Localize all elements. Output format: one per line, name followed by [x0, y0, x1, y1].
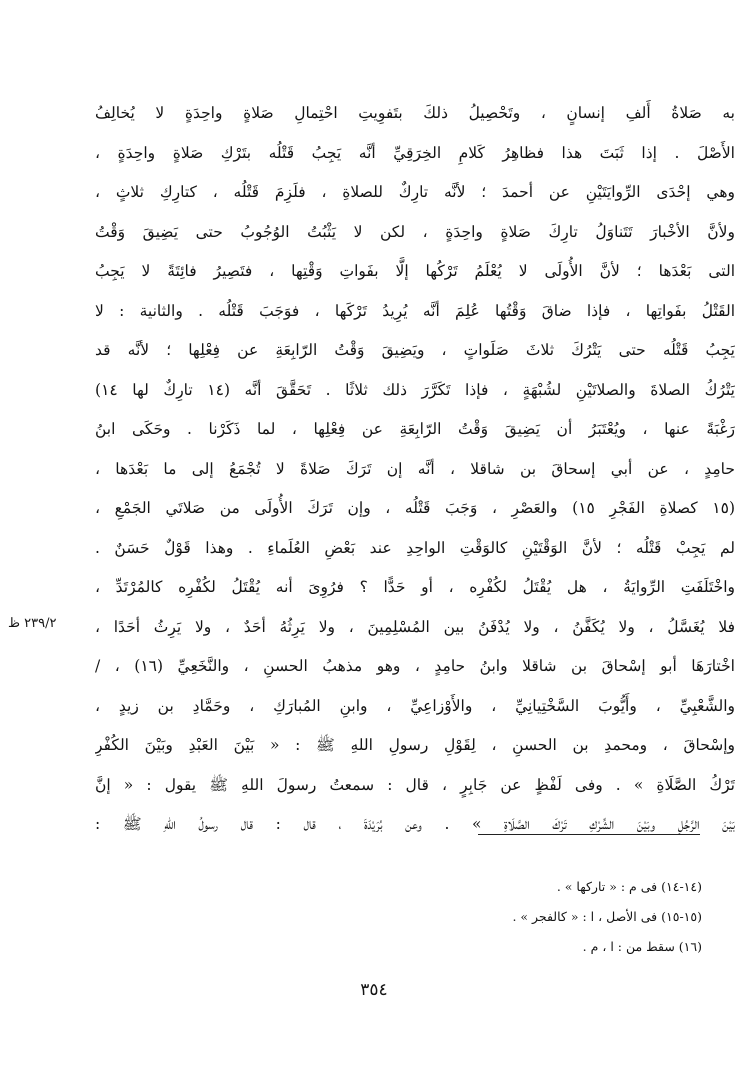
page-number: ٣٥٤ [360, 980, 388, 1000]
text-line: القَتْلُ بفَواتِها ، فإذا ضاقَ وَقْتُها عُلِمَ أنَّه يُرِيدُ تَرْكَها ، فوَجَبَ قَتْلُه . والثانية : لا [95, 301, 735, 320]
text-line: اخْتارَهَا أبو إسْحاقَ بن شاقلا وابنُ حامِدٍ ، وهو مذهبُ الحسنِ ، والنَّخَعِيِّ (١٦) ، / [95, 657, 735, 675]
manuscript-folio-marker: ٢٣٩/٢ ظ [8, 616, 57, 631]
footnote: (١٥-١٥) فى الأصل ، ا : « كالفجر » . [512, 909, 702, 924]
text-line: واخْتَلَفَتِ الرِّوايَةُ ، هل يُقْتَلُ لكُفْرِه ، أو حَدًّا ؟ فرُوِىَ أنه يُقْتَلُ لكُفْرِه كالمُرْتَدِّ ، [95, 578, 735, 596]
text-line: به صَلاةُ أَلفِ إنسانٍ ، وتَحْصِيلُ ذلكَ بتَفوِيتِ احْتِمالِ صَلاةٍ واحِدَةٍ لا يُخالِفُ [95, 104, 735, 122]
footnote: (١٦) سقط من : ا ، م . [582, 939, 702, 954]
text-line: وإسْحاقَ ، ومحمدِ بن الحسنِ ، لِقَوْلِ رسولِ اللهِ ﷺ : « بَيْنَ العَبْدِ وبَيْنَ الكُفْرِ [95, 736, 735, 754]
text-line: بَيْنَ الرَّجُلِ وبَيْنَ الشِّرْكِ تَرْكَ الصَّلَاةِ » . وعن بُرَيْدَةَ ، قال : قال رسولُ اللهِ ﷺ : [95, 815, 735, 833]
text-line: حامِدٍ ، عن أبي إسحاقَ بن شاقلا ، أنَّه إن تَرَكَ صَلاةً لا تُجْمَعُ إلى ما بَعْدَها ، [95, 459, 735, 478]
text-line: يَتْرُكُ الصلاةَ والصلاتَيْنِ لشُبْهَةٍ ، فإذا تَكَرَّرَ ذلك ثلاثًا . تَحَقَّقَ أنَّه (١٤ تارِكٌ لها ١٤) [95, 380, 735, 399]
text-line: والشَّعْبِيِّ ، وأَيُّوبَ السَّخْتِيانِيِّ ، والأَوْزاعِيِّ ، وابنِ المُبارَكِ ، وحَمَّادِ بن زيدٍ ، [95, 696, 735, 715]
text-line: الأَصْلَ . إذا ثَبَتَ هذا فظاهِرُ كَلامِ الخِرَقِيِّ أنَّه يَجِبُ قَتْلُه بتَرْكِ صَلاةٍ واحِدَةٍ ، [95, 143, 735, 162]
text-line: يَجِبُ قَتْلُه حتى يَتْرُكَ ثلاثَ صَلَواتٍ ، ويَضِيقَ وَقْتُ الرّابِعَةِ عن فِعْلِها ؛ لأنَّه قد [95, 341, 735, 359]
footnote: (١٤-١٤) فى م : « تاركها » . [556, 879, 702, 894]
footnotes [300, 872, 702, 962]
text-line: التى بَعْدَها ؛ لأنَّ الأُولَى لا يُعْلَمُ تَرْكُها إلَّا بفَواتِ وَقْتِها ، فتَصِيرُ فائِتَةً لا يَجِبُ [95, 262, 735, 280]
text-line: تَرْكُ الصَّلَاةِ » . وفى لَفْظٍ عن جَابِرٍ ، قال : سمعتُ رسولَ اللهِ ﷺ يقول : « إنَّ [95, 775, 735, 794]
text-line: وهي إحْدَى الرِّوايَتَيْنِ عن أحمدَ ؛ لأنَّه تارِكٌ للصلاةِ ، فلَزِمَ قَتْلُه ، كتارِكِ ثلاثٍ ، [95, 183, 735, 201]
text-line: فلا يُغَسَّلُ ، ولا يُكَفَّنُ ، ولا يُدْفَنُ بين المُسْلِمِينَ ، ولا يَرِثُهُ أحَدٌ ، ولا يَرِثُ أحَدًا ، [95, 617, 735, 636]
text-line: لم يَجِبْ قَتْلُه ؛ لأنَّ الوَقْتَيْنِ كالوَقْتِ الواحِدِ عند بَعْضِ العُلَماءِ . وهذا قَوْلٌ حَسَنٌ . [95, 538, 735, 557]
text-line: رَغْبَةً عنها ، ويُعْتَبَرُ أن يَضِيقَ وَقْتُ الرّابِعَةِ عن فِعْلِها ، لما ذَكَرْنا . وحَكَى ابنُ [95, 420, 735, 438]
text-line: (١٥ كصلاةِ الفَجْرِ ١٥) والعَصْرِ ، وَجَبَ قَتْلُه ، وإن تَرَكَ الأُولَى من صَلاتَي الجَمْعِ ، [95, 499, 735, 517]
text-line: ولأنَّ الأخْبارَ تَتَناوَلُ تارِكَ صَلاةٍ واحِدَةٍ ، لكن لا يَثْبُتُ الوُجُوبُ حتى يَضِيقَ وَقْتُ [95, 222, 735, 241]
footnote-divider [478, 834, 700, 835]
main-text [95, 94, 735, 845]
